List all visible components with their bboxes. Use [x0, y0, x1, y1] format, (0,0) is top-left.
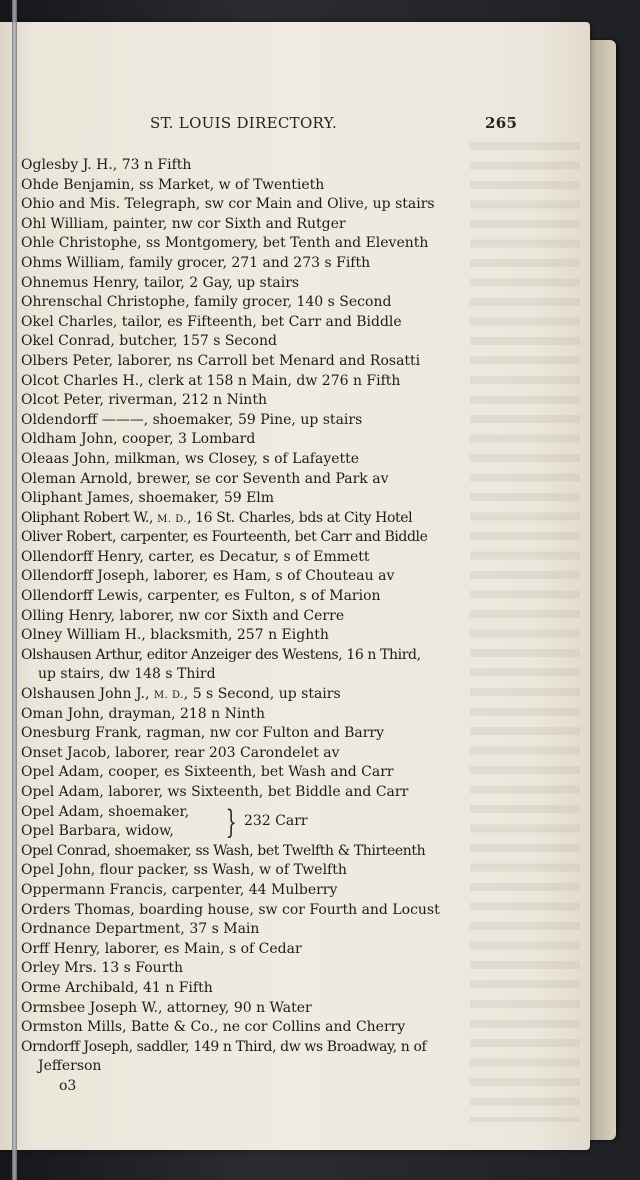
directory-entry: Oman John, drayman, 218 n Ninth	[21, 705, 266, 722]
entries-group-a	[21, 156, 526, 509]
directory-entry-oliphant-robert	[21, 509, 526, 529]
directory-entry: Okel Conrad, butcher, 157 s Second	[21, 333, 277, 350]
entry-title: M. D.	[157, 513, 188, 525]
entry-title: M. D.	[153, 690, 184, 702]
directory-entry: Onesburg Frank, ragman, nw cor Fulton and Barry	[21, 725, 385, 742]
directory-page	[0, 22, 590, 1150]
entries-group-b	[21, 528, 526, 665]
entry-name: Olshausen John J.,	[21, 686, 154, 703]
entry-rest: , 5 s Second, up stairs	[183, 686, 341, 703]
directory-entry: Opel Adam, laborer, ws Sixteenth, bet Biddle and Carr	[21, 784, 409, 800]
directory-entry: Opel John, flour packer, ss Wash, w of Twelfth	[21, 862, 347, 879]
directory-entry: Oleman Arnold, brewer, se cor Seventh and Park av	[21, 470, 389, 487]
directory-entry: Olling Henry, laborer, nw cor Sixth and Cerre	[21, 607, 345, 624]
directory-entry: Olbers Peter, laborer, ns Carroll bet Menard and Rosatti	[21, 352, 421, 369]
directory-entry: Oldham John, cooper, 3 Lombard	[21, 431, 256, 448]
directory-entry: Orders Thomas, boarding house, sw cor Fourth and Locust	[21, 901, 440, 918]
directory-entry: Oleaas John, milkman, ws Closey, s of Lafayette	[21, 450, 360, 467]
running-header	[0, 114, 590, 134]
directory-entry: Ohms William, family grocer, 271 and 273 s Fifth	[21, 254, 371, 271]
directory-entry: Orme Archibald, 41 n Fifth	[21, 979, 213, 996]
directory-entry: Opel Adam, cooper, es Sixteenth, bet Wash and Carr	[21, 764, 394, 781]
directory-entry: Orff Henry, laborer, es Main, s of Cedar	[21, 940, 302, 957]
directory-entry: Olney William H., blacksmith, 257 n Eighth	[21, 627, 329, 644]
page-number: 265	[485, 114, 518, 132]
directory-entry: Oldendorff ———, shoemaker, 59 Pine, up stairs	[21, 411, 363, 428]
directory-entry: Orley Mrs. 13 s Fourth	[21, 960, 184, 977]
directory-entry: Ohio and Mis. Telegraph, sw cor Main and Olive, up stairs	[21, 196, 435, 213]
entry-continuation: up stairs, dw 148 s Third	[38, 666, 216, 683]
directory-entry: Ohde Benjamin, ss Market, w of Twentieth	[21, 176, 325, 193]
directory-entry: Oliver Robert, carpenter, es Fourteenth, bet Carr and Biddle	[21, 529, 428, 546]
brace-glyph: }	[225, 802, 237, 841]
bracket-entry-line: Opel Adam, shoemaker,	[21, 803, 190, 820]
directory-entry: Orndorff Joseph, saddler, 149 n Third, dw ws Broadway, n of	[21, 1038, 427, 1055]
directory-entry: Okel Charles, tailor, es Fifteenth, bet Carr and Biddle	[21, 313, 402, 330]
binding-clip	[12, 0, 17, 1180]
directory-entry: Oppermann Francis, carpenter, 44 Mulberry	[21, 881, 338, 898]
directory-entry: Ormston Mills, Batte & Co., ne cor Collins and Cherry	[21, 1019, 406, 1036]
signature-mark: o3	[59, 1077, 77, 1094]
directory-entry: Ormsbee Joseph W., attorney, 90 n Water	[21, 999, 312, 1016]
directory-entry: Oliphant James, shoemaker, 59 Elm	[21, 490, 275, 507]
directory-entry: Ohnemus Henry, tailor, 2 Gay, up stairs	[21, 274, 300, 291]
entry-continuation: Jefferson	[38, 1058, 102, 1075]
directory-entries	[21, 156, 526, 1097]
shared-address: 232 Carr	[244, 812, 308, 829]
header-title: ST. LOUIS DIRECTORY.	[150, 114, 338, 132]
directory-entry: Opel Conrad, shoemaker, ss Wash, bet Twelfth & Thirteenth	[21, 842, 426, 859]
directory-entry: Ollendorff Lewis, carpenter, es Fulton, s of Marion	[21, 588, 381, 605]
entry-name: Oliphant Robert W.,	[21, 509, 158, 526]
directory-entry: Onset Jacob, laborer, rear 203 Carondelet av	[21, 744, 340, 761]
directory-entry: Ordnance Department, 37 s Main	[21, 921, 260, 938]
bracket-entry-line: Opel Barbara, widow,	[21, 823, 174, 840]
directory-entry: Ohrenschal Christophe, family grocer, 140 s Second	[21, 294, 392, 311]
directory-entry: Ollendorff Henry, carter, es Decatur, s of Emmett	[21, 548, 370, 565]
directory-entry: Olcot Charles H., clerk at 158 n Main, dw 276 n Fifth	[21, 372, 401, 389]
entries-group-d	[21, 842, 526, 1058]
entries-group-c	[21, 705, 526, 803]
directory-entry-olshausen-john	[21, 685, 526, 705]
entry-rest: , 16 St. Charles, bds at City Hotel	[187, 509, 413, 526]
directory-entry: Ollendorff Joseph, laborer, es Ham, s of Chouteau av	[21, 568, 395, 585]
directory-entry: Ohle Christophe, ss Montgomery, bet Tenth and Eleventh	[21, 235, 429, 252]
directory-entry: Ohl William, painter, nw cor Sixth and Rutger	[21, 215, 346, 232]
directory-entry: Oglesby J. H., 73 n Fifth	[21, 157, 192, 173]
bracketed-entries	[21, 803, 526, 842]
directory-entry: Olcot Peter, riverman, 212 n Ninth	[21, 392, 267, 409]
directory-entry: Olshausen Arthur, editor Anzeiger des Westens, 16 n Third,	[21, 646, 421, 663]
